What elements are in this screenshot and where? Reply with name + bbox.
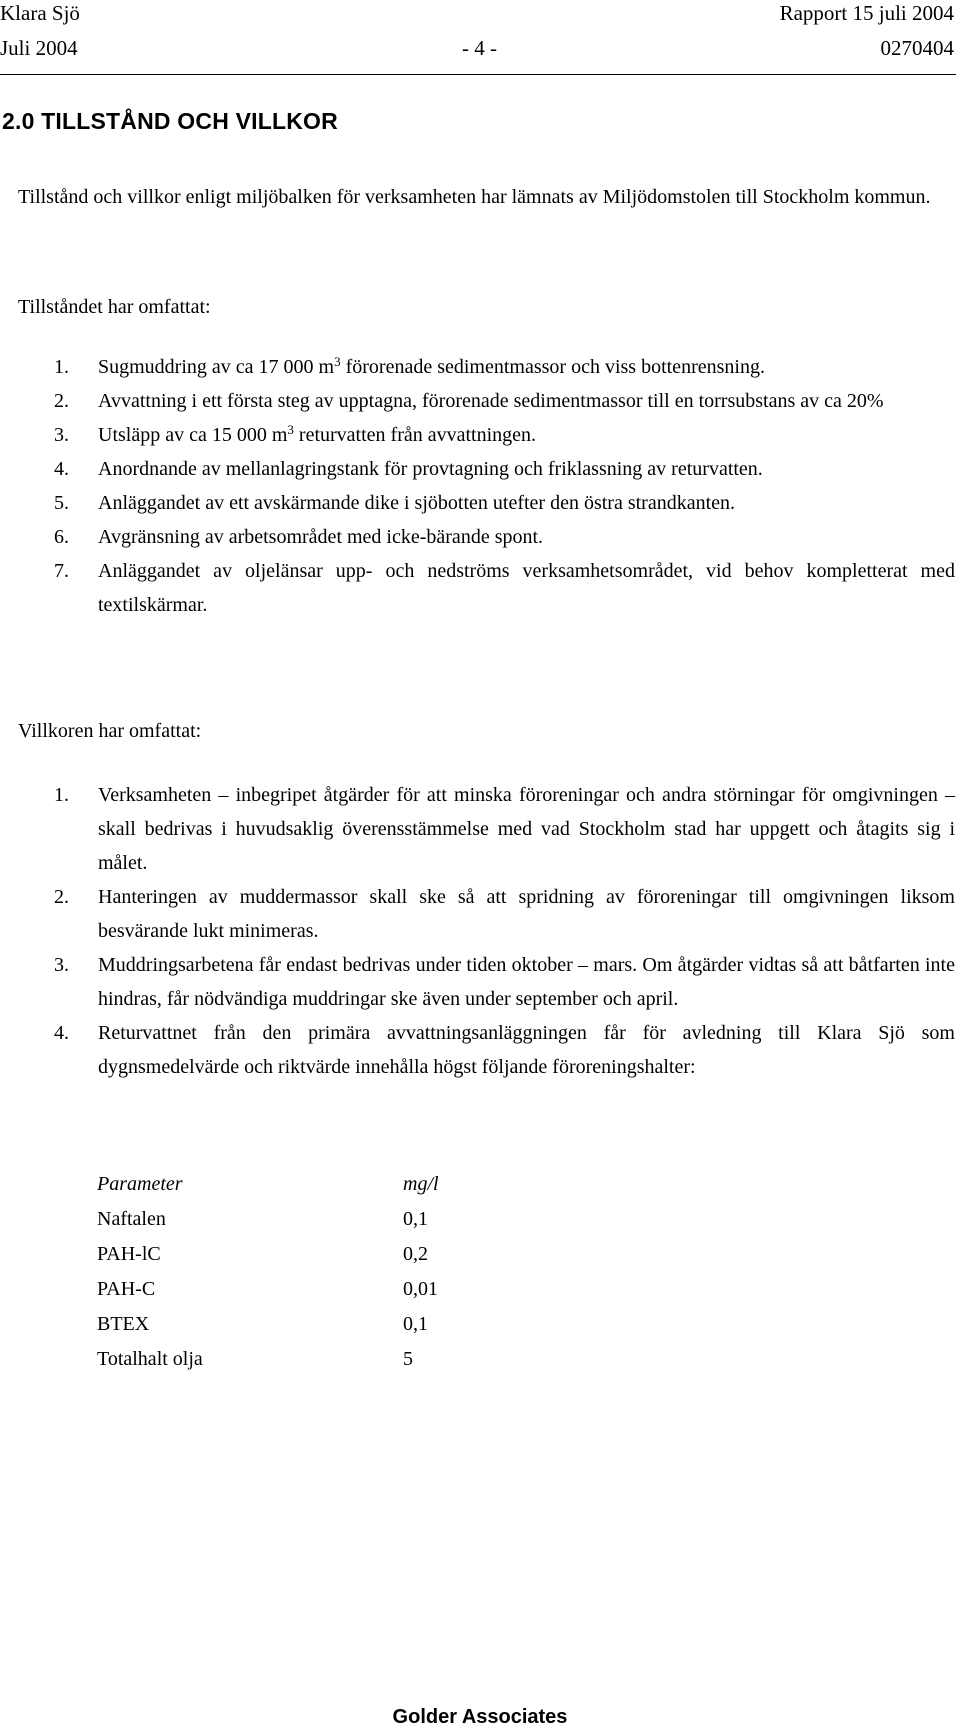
permits-heading: Tillståndet har omfattat: — [18, 296, 211, 318]
conditions-heading: Villkoren har omfattat: — [18, 720, 202, 742]
header-project: Klara Sjö — [0, 1, 80, 25]
column-header-parameter: Parameter — [97, 1173, 183, 1195]
section-title: 2.0 TILLSTÅND OCH VILLKOR — [2, 108, 338, 134]
table-row: Naftalen 0,1 — [97, 1208, 428, 1230]
table-row: Totalhalt olja 5 — [97, 1348, 413, 1370]
header-report-date: Rapport 15 juli 2004 — [779, 1, 954, 25]
header-date: Juli 2004 — [0, 36, 78, 60]
table-row: PAH-C 0,01 — [97, 1278, 438, 1300]
list-item: 7. Anläggandet av oljelänsar upp- och nedströms verksamhetsområdet, vid behov kompletterat med textilskärmar. — [54, 560, 955, 616]
column-header-unit: mg/l — [403, 1173, 439, 1195]
list-item: 2. Hanteringen av muddermassor skall ske så att spridning av föroreningar till omgivningen liksom besvärande lukt minimeras. — [54, 886, 955, 942]
limits-table — [97, 1167, 523, 1377]
table-row: BTEX 0,1 — [97, 1313, 428, 1335]
header-doc-number: 0270404 — [880, 36, 954, 60]
header-divider — [0, 74, 956, 75]
page-header — [0, 0, 960, 78]
list-item: 6. Avgränsning av arbetsområdet med icke-bärande spont. — [54, 526, 544, 548]
list-item: 3. Utsläpp av ca 15 000 $m^3$ returvatten från avvattningen. — [54, 422, 537, 446]
conditions-list — [18, 778, 955, 1084]
table-row: PAH-lC 0,2 — [97, 1243, 428, 1265]
permits-list — [18, 350, 955, 622]
list-item: 1. Sugmuddring av ca 17 000 $m^3$ förorenade sedimentmassor och viss bottenrensning. — [54, 354, 765, 378]
list-item: 1. Verksamheten – inbegripet åtgärder för att minska föroreningar och andra störningar för omgivningen – skall bedrivas i huvudsaklig överensstämmelse med vad Stockholm stad har uppgett och åtagits sig i målet. — [54, 784, 955, 874]
list-item: 3. Muddringsarbetena får endast bedrivas under tiden oktober – mars. Om åtgärder vidtas så att båtfarten inte hindras, får nödvändiga muddringar ske även under september och april. — [54, 954, 955, 1010]
page-number: - 4 - — [462, 36, 497, 60]
list-item: 5. Anläggandet av ett avskärmande dike i sjöbotten utefter den östra strandkanten. — [54, 492, 736, 514]
intro-paragraph: Tillstånd och villkor enligt miljöbalken för verksamheten har lämnats av Miljödomstolen till Stockholm kommun. — [18, 186, 931, 208]
list-item: 4. Returvattnet från den primära avvattningsanläggningen får för avledning till Klara Sjö som dygnsmedelvärde och riktvärde innehålla högst följande föroreningshalter: — [54, 1022, 955, 1078]
list-item: 2. Avvattning i ett första steg av upptagna, förorenade sedimentmassor till en torrsubstans av ca 20% — [54, 390, 884, 412]
footer-company: Golder Associates — [392, 1706, 568, 1728]
table-header-row — [97, 1167, 523, 1202]
list-item: 4. Anordnande av mellanlagringstank för provtagning och friklassning av returvatten. — [54, 458, 763, 480]
